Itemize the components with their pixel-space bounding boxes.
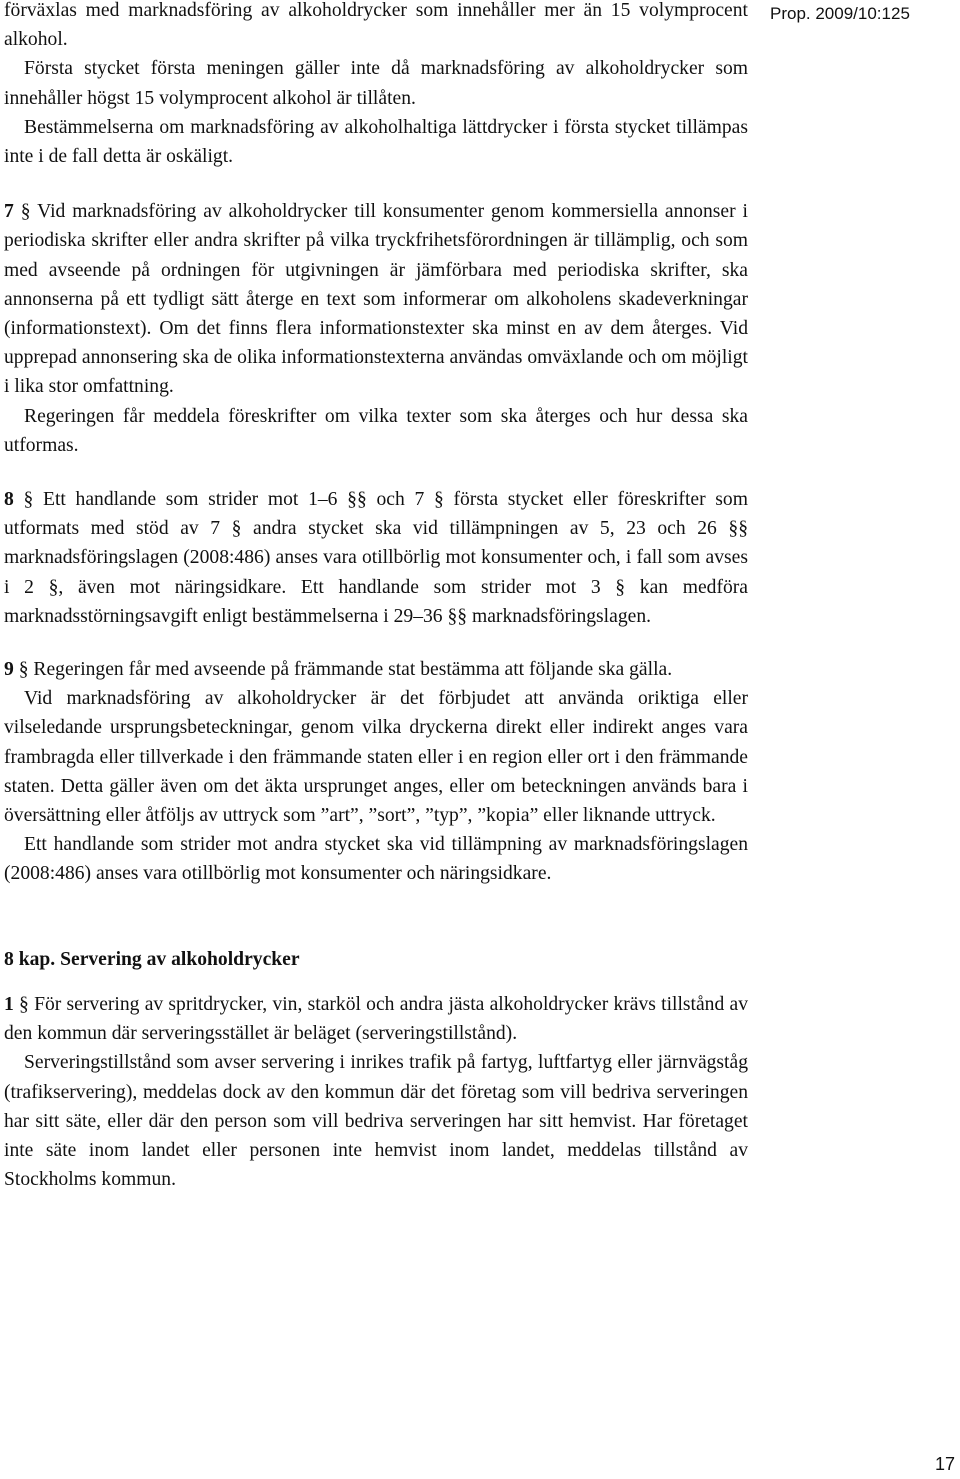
section-8-text: första stycket eller föreskrifter som utformats med stöd av 7 xyxy=(4,489,748,540)
continued-paragraph: förväxlas med marknadsföring av alkoholdrycker som innehåller mer än 15 volymprocent alkohol. xyxy=(4,0,748,51)
continued-paragraph: Första stycket första meningen gäller inte då marknadsföring av alkoholdrycker som innehåller högst 15 volymprocent alkohol är tillåten. xyxy=(4,58,748,109)
continued-paragraph: Bestämmelserna om marknadsföring av alkoholhaltiga lättdrycker i första stycket tillämpas inte i de fall detta är oskäligt. xyxy=(4,116,748,168)
section-9-text: Regeringen får med avseende på främmande stat bestämma att följande ska gälla. xyxy=(33,659,673,681)
section-9-paragraph-2: Vid marknadsföring av alkoholdrycker är det förbjudet att använda oriktiga eller vilseledande ursprungsbeteckningar, genom vilka dryckerna direkt eller indirekt anges vara frambragda eller tillverkade i den främmande staten eller i en region eller ort i den främmande staten. Detta gäller även om det äkta ursprunget anges, eller om beteckningen används bara i översättning eller åtföljs av uttryck som ”art”, ”sort”, ”typ”, ”kopia” eller liknande uttryck. xyxy=(4,688,748,827)
section-sign: § xyxy=(433,489,444,511)
section-sign: § xyxy=(48,576,59,598)
section-8-text: marknadsföringslagen (2008:486) anses vara otillbörlig mot konsumenter och, i fall som avses i 2 xyxy=(4,547,748,598)
section-9-paragraph-3: Ett handlande som strider mot andra stycket ska vid tillämpning av marknadsföringslagen (2008:486) anses vara otillbörlig mot konsumenter och näringsidkare. xyxy=(4,834,748,885)
section-9-paragraph-1 xyxy=(4,655,748,684)
section-7-paragraph-1 xyxy=(4,197,748,401)
section-8-text: och 7 xyxy=(376,489,425,511)
section-8-text: , även mot näringsidkare. Ett handlande som strider mot 3 xyxy=(58,576,601,598)
section-sign: §§ xyxy=(347,489,367,511)
section-sign: §§ xyxy=(447,605,468,627)
section-8-text: kan medföra marknadsstörningsavgift enligt bestämmelserna i 29–36 xyxy=(4,576,748,627)
section-1-number: 1 xyxy=(4,993,14,1015)
page-number: 17 xyxy=(935,1454,956,1474)
proposition-reference: Prop. 2009/10:125 xyxy=(770,4,910,23)
section-9-number: 9 xyxy=(4,659,14,681)
section-sign: § xyxy=(23,489,34,511)
section-8-paragraph xyxy=(4,485,748,631)
section-8-text: andra stycket ska vid tillämpningen av 5, 23 och 26 xyxy=(253,518,717,540)
section-7-number: 7 xyxy=(4,201,14,223)
section-7-paragraph-2: Regeringen får meddela föreskrifter om vilka texter som ska återges och hur dessa ska utformas. xyxy=(4,405,748,456)
section-sign: §§ xyxy=(728,518,748,540)
chapter-8-section-1-paragraph-2: Serveringstillstånd som avser servering i inrikes trafik på fartyg, luftfartyg eller järnvägståg (trafikservering), meddelas dock av den kommun där det företag som vill bedriva serveringen har sitt säte, eller där den person som vill bedriva serveringen har sitt hemvist. Har företaget inte säte inom landet eller personen inte hemvist inom landet, meddelas tillstånd av Stockholms kommun. xyxy=(4,1052,748,1191)
section-8-text: marknadsföringslagen. xyxy=(472,605,652,627)
section-sign: § xyxy=(20,201,31,223)
section-7-text: Vid marknadsföring av alkoholdrycker till konsumenter genom kommersiella annonser i periodiska skrifter eller andra skrifter på vilka tryckfrihetsförordningen är tillämplig, och som med avseende på ordningen för utgivningen är jämförbara med periodiska skrifter, ska annonserna på ett tydligt sätt återge en text som informerar om alkoholens skadeverkningar (informationstext). Om det finns flera informationstexter ska minst en av dem återges. Vid upprepad annonsering ska de olika informationstexterna användas omväxlande och om möjligt i lika stor omfattning. xyxy=(4,201,748,398)
section-sign: § xyxy=(18,659,29,681)
chapter-8-section-1-paragraph-1 xyxy=(4,990,748,1048)
section-1-text: För servering av spritdrycker, vin, starköl och andra jästa alkoholdrycker krävs tillstånd av den kommun där serveringsstället är beläget (serveringstillstånd). xyxy=(4,993,749,1045)
section-8-number: 8 xyxy=(4,489,14,511)
document-body xyxy=(4,0,748,1194)
section-8-text: Ett handlande som strider mot 1–6 xyxy=(43,489,338,511)
chapter-label: 8 kap. xyxy=(4,948,56,970)
chapter-heading xyxy=(4,945,748,974)
section-sign: § xyxy=(231,518,242,540)
section-sign: § xyxy=(19,993,29,1015)
chapter-title: Servering av alkoholdrycker xyxy=(60,948,300,970)
section-sign: § xyxy=(615,576,626,598)
